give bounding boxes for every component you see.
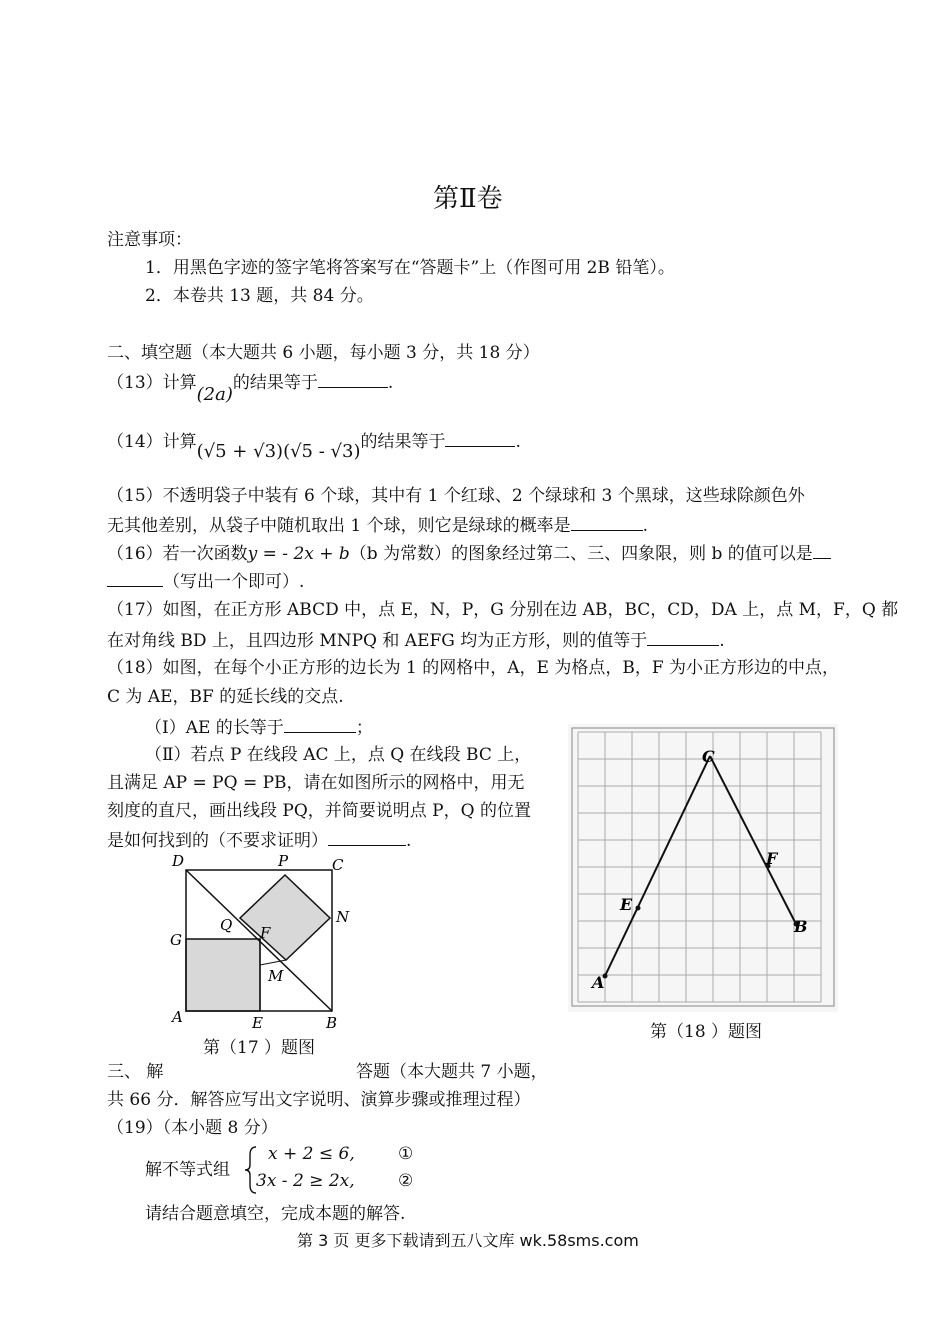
square-aefg xyxy=(186,939,260,1011)
q15-line-2 xyxy=(107,512,648,538)
notes-item-1: 1．用黑色字迹的签字笔将答案写在“答题卡”上（作图可用 2B 铅笔）。 xyxy=(145,258,675,278)
q19-mark-2: ② xyxy=(398,1171,414,1191)
q19-instruction: 请结合题意填空，完成本题的解答. xyxy=(145,1204,406,1224)
q18-part-1 xyxy=(145,714,373,740)
q15-end: . xyxy=(642,516,649,536)
section-3-heading-a: 三、 解 xyxy=(107,1062,164,1082)
q18-part-1-end: ； xyxy=(355,718,373,738)
label-f: F xyxy=(260,924,271,942)
label-c: C xyxy=(702,747,715,766)
q17-answer-blank[interactable] xyxy=(647,627,719,646)
label-b: B xyxy=(326,1014,338,1032)
figure-18-caption: 第（18 ）题图 xyxy=(650,1022,763,1042)
figure-18-grid-diagram xyxy=(568,724,838,1012)
q18-part-1-text: （Ⅰ）AE 的长等于 xyxy=(145,718,284,738)
q19-lead: 解不等式组 xyxy=(145,1160,230,1180)
q18-part-1-blank[interactable] xyxy=(284,714,356,733)
q14-expression-a: (√5 + √3) xyxy=(196,441,284,462)
fill-section-heading: 二、填空题（本大题共 6 小题，每小题 3 分，共 18 分） xyxy=(107,343,540,363)
label-d: D xyxy=(172,852,185,870)
q13-end: . xyxy=(387,373,394,393)
q16-expression: y = - 2x + b xyxy=(247,544,350,564)
q18-part-2-blank[interactable] xyxy=(328,827,406,846)
q13-answer-blank[interactable] xyxy=(318,369,388,388)
q19-mark-1: ① xyxy=(398,1144,414,1164)
q18-part-2-line-3: 刻度的直尺，画出线段 PQ，并简要说明点 P，Q 的位置 xyxy=(107,801,531,821)
section-3-heading-line-2: 共 66 分．解答应写出文字说明、演算步骤或推理过程） xyxy=(107,1090,531,1110)
q17-line-1: （17）如图，在正方形 ABCD 中，点 E，N，P，G 分别在边 AB，BC，CD，DA 上，点 M，F，Q 都 xyxy=(107,600,899,620)
label-m: M xyxy=(268,967,284,985)
q13-suffix: 的结果等于 xyxy=(232,373,318,393)
point-e xyxy=(636,906,641,911)
q14-suffix: 的结果等于 xyxy=(360,432,446,452)
label-e: E xyxy=(620,895,633,914)
question-14 xyxy=(107,428,521,462)
q16-prefix: （16）若一次函数 xyxy=(107,544,248,564)
q15-line-2-text: 无其他差别，从袋子中随机取出 1 个球，则它是绿球的概率是 xyxy=(107,516,571,536)
q18-line-2: C 为 AE，BF 的延长线的交点. xyxy=(107,687,344,707)
label-a: A xyxy=(592,973,605,992)
label-p: P xyxy=(278,852,289,870)
q13-prefix: （13）计算 xyxy=(107,373,197,393)
q16-suffix: （b 为常数）的图象经过第二、三、四象限，则 b 的值可以是 xyxy=(349,544,813,564)
question-13 xyxy=(107,369,394,405)
q16-answer-blank-a[interactable] xyxy=(813,540,831,559)
q16-line-2-text: （写出一个即可）. xyxy=(163,572,305,592)
q18-part-2-end: . xyxy=(406,831,412,851)
q18-part-2-line-2: 且满足 AP = PQ = PB，请在如图所示的网格中，用无 xyxy=(107,773,525,793)
q19-heading: （19）（本小题 8 分） xyxy=(107,1118,278,1138)
q14-answer-blank[interactable] xyxy=(445,428,515,447)
q17-end: . xyxy=(719,631,725,651)
label-n: N xyxy=(336,908,350,926)
q17-line-2 xyxy=(107,627,725,653)
page-footer: 第 3 页 更多下载请到五八文库 wk.58sms.com xyxy=(297,1231,639,1250)
q19-inequality-2: 3x - 2 ≥ 2x, xyxy=(256,1171,355,1191)
figure-17-square-diagram xyxy=(160,850,360,1035)
q16-line-1 xyxy=(107,540,831,566)
label-f: F xyxy=(766,849,778,868)
label-c: C xyxy=(332,856,344,874)
q16-answer-blank-b[interactable] xyxy=(107,568,163,587)
page-title: 第Ⅱ卷 xyxy=(433,184,503,214)
label-q: Q xyxy=(220,916,233,934)
q15-answer-blank[interactable] xyxy=(571,512,643,531)
q14-prefix: （14）计算 xyxy=(107,432,197,452)
q18-part-2-line-4-text: 是如何找到的（不要求证明） xyxy=(107,831,328,851)
q14-end: . xyxy=(515,432,521,452)
q16-line-2 xyxy=(107,568,304,594)
label-a: A xyxy=(172,1008,183,1026)
label-g: G xyxy=(170,931,182,949)
label-e: E xyxy=(252,1014,263,1032)
label-b: B xyxy=(794,917,808,936)
q19-inequality-1: x + 2 ≤ 6, xyxy=(268,1144,355,1164)
figure-17-caption: 第（17 ）题图 xyxy=(203,1038,316,1058)
q14-expression-b: (√5 - √3) xyxy=(283,441,361,462)
section-3-heading-b: 答题（本大题共 7 小题， xyxy=(356,1062,548,1082)
q15-line-1: （15）不透明袋子中装有 6 个球，其中有 1 个红球、2 个绿球和 3 个黑球，这些球除颜色外 xyxy=(107,486,805,506)
notes-item-2: 2．本卷共 13 题，共 84 分。 xyxy=(145,286,374,306)
q18-part-2-line-1: （Ⅱ）若点 P 在线段 AC 上，点 Q 在线段 BC 上， xyxy=(145,745,532,765)
q13-expression: (2a) xyxy=(196,384,233,405)
q18-line-1: （18）如图，在每个小正方形的边长为 1 的网格中，A，E 为格点，B，F 为小正方形边的中点， xyxy=(107,658,840,678)
q17-line-2-text: 在对角线 BD 上，且四边形 MNPQ 和 AEFG 均为正方形，则的值等于 xyxy=(107,631,648,651)
notes-heading: 注意事项： xyxy=(107,230,192,250)
